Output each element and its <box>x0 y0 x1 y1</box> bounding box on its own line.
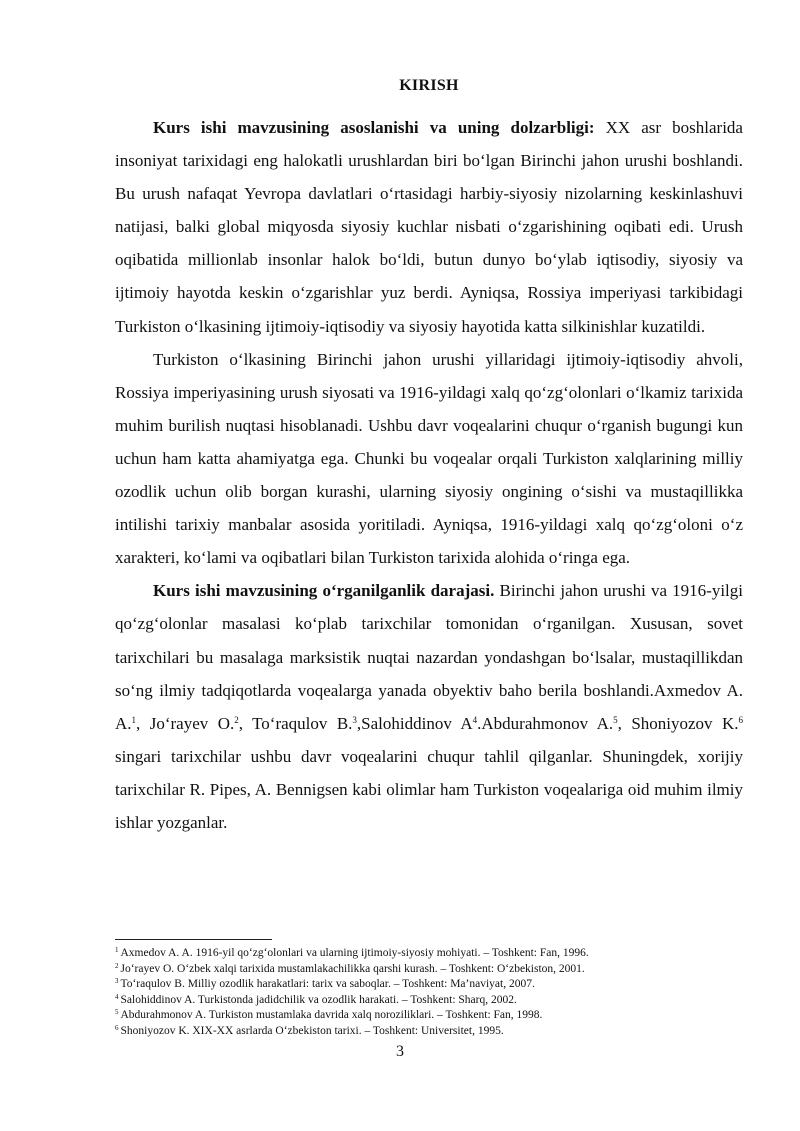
document-page <box>115 0 743 839</box>
paragraph-text: , Jo‘rayev O. <box>136 713 235 733</box>
paragraph-text: , To‘raqulov B. <box>238 713 353 733</box>
footnote-number: 3 <box>115 977 119 986</box>
paragraph-text: XX asr boshlarida insoniyat tarixidagi eng halokatli urushlardan biri bo‘lgan Birinchi jahon urushi boshlandi. Bu urush nafaqat Yevropa davlatlari o‘rtasidagi harbiy-siyosiy nizolarning keskinlashuvi natijasi, balki global miqyosda siyosiy kuchlar nisbati o‘zgarishining oqibati edi. Urush oqibatida millionlab insonlar halok bo‘ldi, butun dunyo bo‘ylab iqtisodiy, siyosiy va ijtimoiy hayotda keskin o‘zgarishlar yuz berdi. Ayniqsa, Rossiya imperiyasi tarkibidagi Turkiston o‘lkasining ijtimoiy-iqtisodiy va siyosiy hayotida katta silkinishlar kuzatildi. <box>115 118 743 336</box>
paragraph-text: singari tarixchilar ushbu davr voqealarini chuqur tahlil qilganlar. Shuningdek, xorijiy tarixchilar R. Pipes, A. Bennigsen kabi olimlar ham Turkiston voqealariga oid muhim ilmiy ishlar yozganlar. <box>115 746 743 832</box>
footnote-ref-4[interactable]: 4 <box>472 714 478 725</box>
footnote-number: 6 <box>115 1023 119 1032</box>
footnote-text: Jo‘rayev O. O‘zbek xalqi tarixida mustamlakachilikka qarshi kurash. – Toshkent: O‘zbekiston, 2001. <box>120 962 585 975</box>
footnote-text: Abdurahmonov A. Turkiston mustamlaka davrida xalq noroziliklari. – Toshkent: Fan, 1998. <box>120 1009 543 1022</box>
footnote-text: To‘raqulov B. Milliy ozodlik harakatlari: tarix va saboqlar. – Toshkent: Ma’naviyat, 2007. <box>120 978 535 991</box>
paragraph-text: Turkiston o‘lkasining Birinchi jahon urushi yillaridagi ijtimoiy-iqtisodiy ahvoli, Rossiya imperiyasining urush siyosati va 1916-yildagi xalq qo‘zg‘olonlari o‘lkamiz tarixida muhim burilish nuqtasi hisoblanadi. Ushbu davr voqealarini chuqur o‘rganish bugungi kun uchun ham katta ahamiyatga ega. Chunki bu voqealar orqali Turkiston xalqlarining milliy ozodlik uchun olib borgan kurashi, ularning siyosiy ongining o‘sishi va mustaqillikka intilishi tarixiy manbalar asosida yoritiladi. Ayniqsa, 1916-yildagi xalq qo‘zg‘oloni o‘z xarakteri, ko‘lami va oqibatlari bilan Turkiston tarixida alohida o‘ringa ega. <box>115 349 743 568</box>
footnote-text: Salohiddinov A. Turkistonda jadidchilik va ozodlik harakati. – Toshkent: Sharq, 2002. <box>120 993 517 1006</box>
footnote-number: 2 <box>115 961 119 970</box>
paragraph-study-level <box>115 574 743 839</box>
footnote-ref-3[interactable]: 3 <box>352 714 357 725</box>
footnote-ref-6[interactable]: 6 <box>738 714 744 725</box>
body-text <box>115 111 743 839</box>
footnote-2 <box>115 962 743 978</box>
section-heading-study-level: Kurs ishi mavzusining o‘rganilganlik darajasi. <box>153 581 495 601</box>
page-number: 3 <box>396 1043 404 1060</box>
paragraph-context <box>115 343 743 575</box>
paragraph-text: ,Salohiddinov A <box>356 713 473 733</box>
footnote-4 <box>115 993 743 1009</box>
footnote-divider <box>115 939 272 940</box>
footnote-text: Axmedov A. A. 1916-yil qo‘zg‘olonlari va ularning ijtimoiy-siyosiy mohiyati. – Toshkent: Fan, 1996. <box>120 947 589 959</box>
footnote-ref-1[interactable]: 1 <box>131 714 137 725</box>
footnote-ref-5[interactable]: 5 <box>613 714 618 725</box>
footnote-1 <box>115 946 743 962</box>
paragraph-text: Birinchi jahon urushi va 1916-yilgi qo‘zg‘olonlar masalasi ko‘plab tarixchilar tomonidan o‘rganilgan. Xususan, sovet tarixchilari bu masalaga marksistik nuqtai nazardan yondashgan bo‘lsalar, mustaqillikdan so‘ng ilmiy tadqiqotlarda voqealarga yanada obyektiv baho berila boshlandi.Axmedov A. A. <box>115 581 744 733</box>
paragraph-text: .Abdurahmonov A. <box>477 713 614 733</box>
footnote-number: 4 <box>115 992 119 1001</box>
footnote-ref-2[interactable]: 2 <box>234 714 239 725</box>
footnote-number: 5 <box>115 1008 119 1017</box>
footnote-3 <box>115 977 743 993</box>
section-heading-relevance: Kurs ishi mavzusining asoslanishi va uning dolzarbligi: <box>153 118 595 137</box>
footnotes <box>115 946 743 1040</box>
footnote-5 <box>115 1008 743 1024</box>
paragraph-relevance <box>115 111 743 343</box>
footnote-text: Shoniyozov K. XIX-XX asrlarda O‘zbekiston tarixi. – Toshkent: Universitet, 1995. <box>120 1024 504 1037</box>
page-title: KIRISH <box>399 77 459 94</box>
footnote-number: 1 <box>115 946 119 954</box>
paragraph-text: , Shoniyozov K. <box>617 713 739 733</box>
footnote-6 <box>115 1024 743 1040</box>
